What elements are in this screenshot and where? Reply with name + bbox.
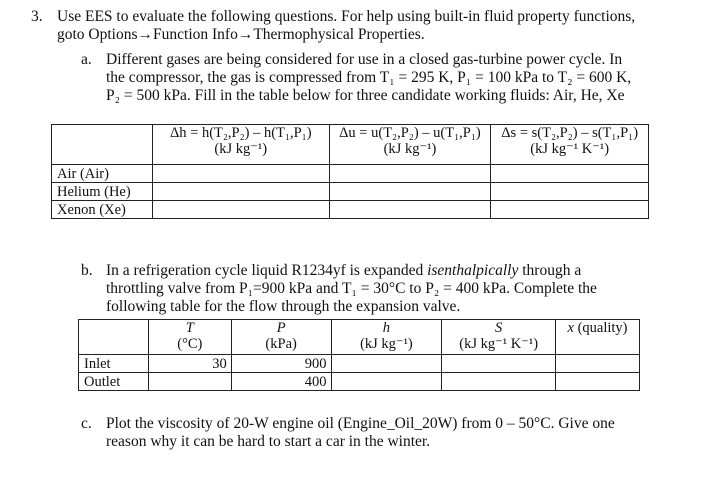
question-intro-line-1: Use EES to evaluate the following questions. For help using built-in fluid property functions, [57, 8, 636, 25]
table-a-header-du-unit: (kJ kg⁻¹) [383, 141, 437, 157]
table-a-input-cell[interactable] [152, 183, 329, 201]
part-b-line-1 [106, 262, 581, 280]
table-b-header-x-symbol: x [567, 320, 574, 336]
table-b-header-s-symbol: S [495, 320, 503, 336]
table-row [79, 355, 640, 373]
table-b-input-cell[interactable] [556, 355, 640, 373]
table-a-input-cell[interactable] [329, 183, 491, 201]
part-b-line-3: following table for the flow through the expansion valve. [106, 298, 461, 315]
table-a-header-du [329, 125, 491, 165]
table-a-input-cell[interactable] [329, 201, 491, 219]
table-row [52, 201, 649, 219]
table-b-header-t-unit: (°C) [177, 336, 203, 352]
table-b-header-s-unit: (kJ kg⁻¹ K⁻¹) [459, 336, 539, 352]
table-b-input-cell[interactable] [556, 373, 640, 391]
part-b-line-1-b: through a [522, 262, 582, 279]
table-b-corner-cell [79, 320, 149, 355]
part-a-line-2-vars: T₁ = 295 K, P₁ = 100 kPa to T₂ = 600 K, [379, 69, 632, 86]
part-b-line-2: throttling valve from P₁=900 kPa and T₁ = 30°C to P₂ = 400 kPa. Complete the [106, 280, 597, 297]
table-b-header-h [331, 320, 442, 355]
table-b-row-label: Outlet [79, 373, 149, 391]
table-b-row-label: Inlet [79, 355, 149, 373]
table-b-header-h-unit: (kJ kg⁻¹) [360, 336, 413, 352]
table-row [79, 373, 640, 391]
table-b-cell-t[interactable] [148, 373, 231, 391]
table-a-corner-cell [52, 125, 153, 165]
table-row [52, 165, 649, 183]
part-a-line-2 [106, 69, 631, 87]
table-a-header-du-formula: Δu = u(T₂,P₂) – u(T₁,P₁) [339, 125, 481, 141]
part-c-line-1: Plot the viscosity of 20-W engine oil (Engine_Oil_20W) from 0 – 50°C. Give one [106, 415, 615, 432]
table-b-input-cell[interactable] [331, 373, 442, 391]
question-intro-line-2: goto Options→Function Info→Thermophysical Properties. [57, 26, 425, 43]
table-b-header-t-symbol: T [185, 320, 194, 336]
part-c-line-2: reason why it can be hard to start a car in the winter. [106, 433, 431, 450]
table-b-header-s [442, 320, 556, 355]
table-b-header-t [148, 320, 231, 355]
table-a-row-label: Xenon (Xe) [52, 201, 153, 219]
table-a-row-label: Air (Air) [52, 165, 153, 183]
table-b-cell-t[interactable]: 30 [148, 355, 231, 373]
table-b-cell-p[interactable]: 900 [231, 355, 331, 373]
table-a-input-cell[interactable] [152, 201, 329, 219]
part-a-line-1: Different gases are being considered for use in a closed gas-turbine power cycle. In [106, 51, 623, 68]
table-b-header-p [231, 320, 331, 355]
part-a-line-3-vars: P₂ = 500 kPa. [106, 87, 191, 104]
table-b-input-cell[interactable] [442, 355, 556, 373]
part-b-line-1-a: In a refrigeration cycle liquid R1234yf is expanded [106, 262, 424, 279]
part-b-label: b. [81, 262, 93, 279]
table-a-input-cell[interactable] [491, 201, 649, 219]
table-b-header-h-symbol: h [382, 320, 391, 336]
table-b-input-cell[interactable] [331, 355, 442, 373]
table-a-header-dh-unit: (kJ kg⁻¹) [214, 141, 268, 157]
gas-properties-table [51, 124, 649, 219]
table-a-header-ds [491, 125, 649, 165]
table-a-input-cell[interactable] [152, 165, 329, 183]
part-b-line-1-emphasis: isenthalpically [427, 262, 519, 279]
part-a-line-2-text: the compressor, the gas is compressed from [106, 69, 377, 86]
table-a-header-dh-formula: Δh = h(T₂,P₂) – h(T₁,P₁) [169, 125, 312, 141]
table-b-header-x-unit: (quality) [577, 320, 628, 336]
table-b-header-p-unit: (kPa) [265, 336, 297, 352]
table-b-header-p-symbol: P [276, 320, 286, 336]
table-a-header-dh [152, 125, 329, 165]
table-a-row-label: Helium (He) [52, 183, 153, 201]
table-row [52, 183, 649, 201]
part-a-label: a. [81, 51, 92, 68]
table-b-cell-p[interactable]: 400 [231, 373, 331, 391]
refrigerant-table [78, 319, 640, 391]
table-b-header-x [556, 320, 640, 355]
part-a-line-3 [106, 87, 624, 105]
table-a-input-cell[interactable] [491, 183, 649, 201]
part-c-label: c. [81, 415, 92, 432]
part-a-line-3-text: Fill in the table below for three candidate working fluids: Air, He, Xe [194, 87, 625, 104]
table-b-input-cell[interactable] [442, 373, 556, 391]
question-number: 3. [31, 8, 43, 25]
table-a-input-cell[interactable] [491, 165, 649, 183]
table-a-header-ds-formula: Δs = s(T₂,P₂) – s(T₁,P₁) [501, 125, 639, 141]
table-a-input-cell[interactable] [329, 165, 491, 183]
table-a-header-ds-unit: (kJ kg⁻¹ K⁻¹) [530, 141, 610, 157]
